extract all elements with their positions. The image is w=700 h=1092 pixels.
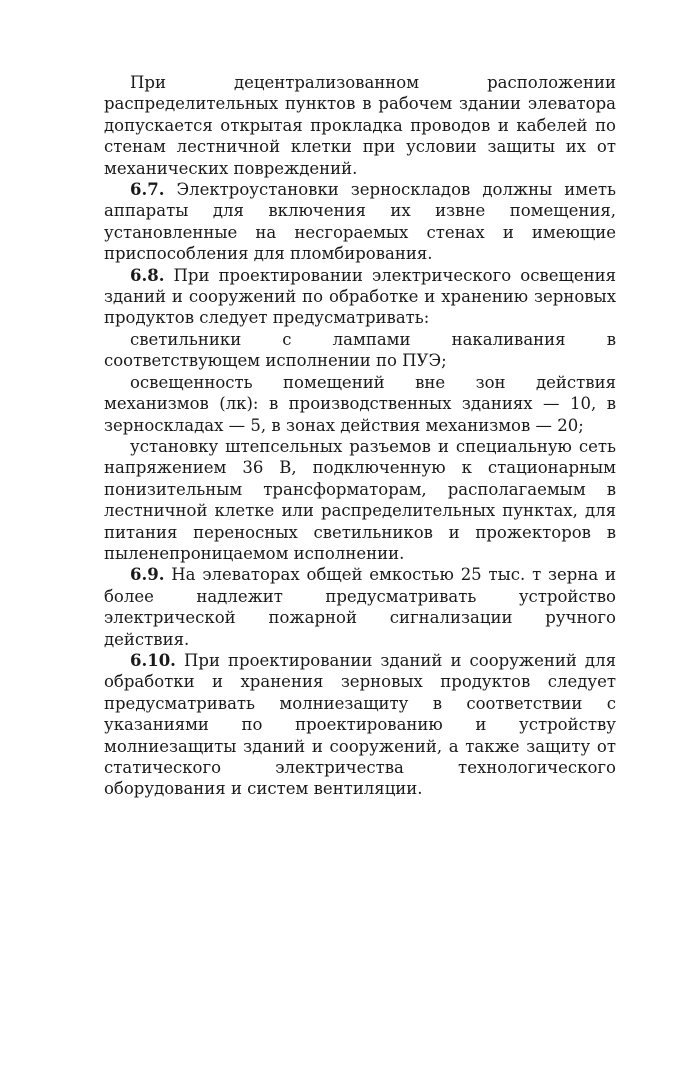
list-item-sockets [104, 436, 616, 564]
paragraph-number: 6.7. [130, 180, 165, 200]
paragraph-text: установку штепсельных разъемов и специальную сеть напряжением 36 В, подключенную к стационарным понизительным трансформаторам, располагаемым в лестничной клетке или распределительных пунктах, для питания переносных светильников и прожекторов в пыленепроницаемом исполнении. [104, 436, 616, 563]
list-item-luminaires [104, 329, 616, 372]
paragraph-intro [104, 72, 616, 179]
paragraph-text: светильники с лампами накаливания в соответствующем исполнении по ПУЭ; [104, 329, 616, 371]
paragraph-6-9 [104, 564, 616, 650]
paragraph-number: 6.8. [130, 265, 165, 285]
paragraph-text: При децентрализованном расположении распределительных пунктов в рабочем здании элеватора допускается открытая прокладка проводов и кабелей по стенам лестничной клетки при условии защиты их от механических повреждений. [104, 73, 616, 178]
paragraph-number: 6.9. [130, 565, 165, 585]
paragraph-6-8 [104, 265, 616, 329]
list-item-illuminance [104, 372, 616, 436]
paragraph-text: Электроустановки зерноскладов должны иметь аппараты для включения их извне помещения, установленные на несгораемых стенах и имеющие приспособления для пломбирования. [104, 180, 616, 264]
paragraph-text: На элеваторах общей емкостью 25 тыс. т зерна и более надлежит предусматривать устройство электрической пожарной сигнализации ручного действия. [104, 565, 616, 649]
paragraph-number: 6.10. [130, 650, 176, 670]
paragraph-6-10 [104, 650, 616, 800]
paragraph-text: При проектировании зданий и сооружений для обработки и хранения зерновых продуктов следует предусматривать молниезащиту в соответствии с указаниями по проектированию и устройству молниезащиты зданий и сооружений, а также защиту от статического электричества технологического оборудования и систем вентиляции. [104, 650, 616, 799]
paragraph-text: При проектировании электрического освещения зданий и сооружений по обработке и хранению зерновых продуктов следует предусматривать: [104, 265, 616, 328]
paragraph-text: освещенность помещений вне зон действия механизмов (лк): в производственных зданиях — 10, в зерноскладах — 5, в зонах действия механизмов — 20; [104, 372, 616, 435]
paragraph-6-7 [104, 179, 616, 265]
document-page [104, 72, 616, 800]
